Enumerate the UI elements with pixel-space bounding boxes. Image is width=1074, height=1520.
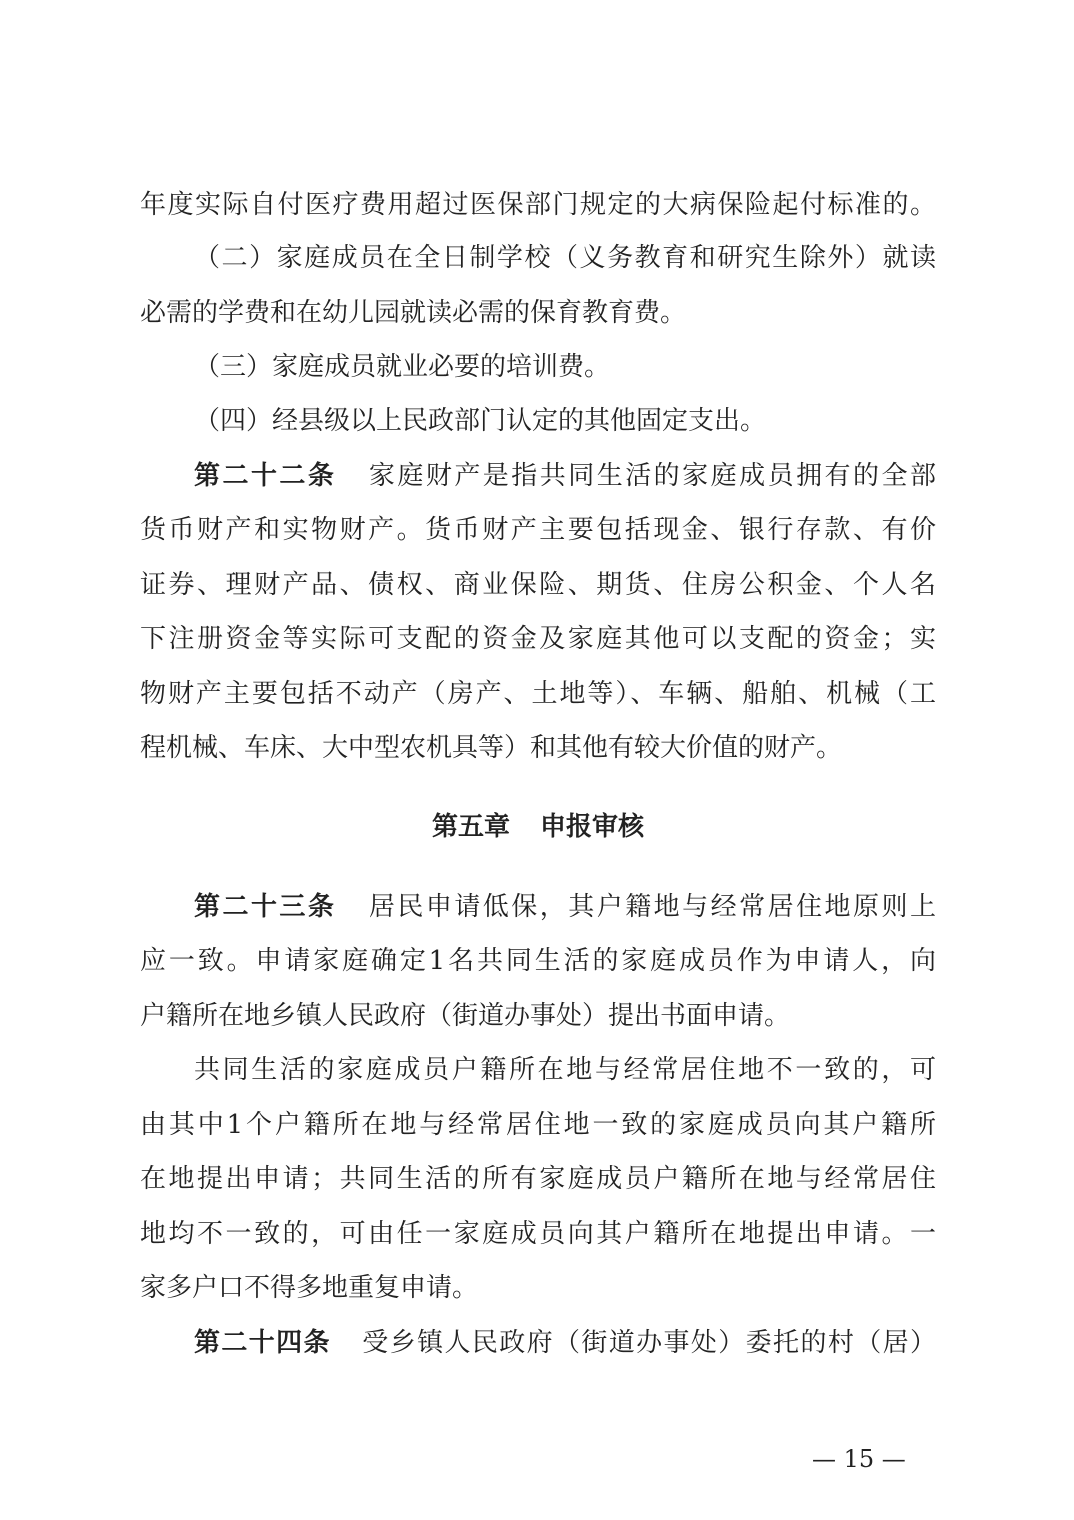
text-line: 物财产主要包括不动产（房产、土地等）、车辆、船舶、机械（工 [140, 679, 936, 709]
text-line: 应一致。申请家庭确定1名共同生活的家庭成员作为申请人，向 [140, 946, 936, 976]
text-span: 受乡镇人民政府（街道办事处）委托的村（居） [360, 1328, 936, 1358]
article-first-line [194, 887, 936, 927]
chapter-title: 申报审核 [540, 812, 645, 842]
text-line: 由其中1个户籍所在地与经常居住地一致的家庭成员向其户籍所 [140, 1110, 936, 1140]
text-line: （二）家庭成员在全日制学校（义务教育和研究生除外）就读 [194, 243, 936, 273]
text-line: 年度实际自付医疗费用超过医保部门规定的大病保险起付标准的。 [140, 190, 936, 220]
text-line: 必需的学费和在幼儿园就读必需的保育教育费。 [140, 298, 687, 328]
article-number: 第二十二条 [194, 461, 337, 491]
text-line: 户籍所在地乡镇人民政府（街道办事处）提出书面申请。 [140, 1001, 791, 1031]
chapter-heading [140, 807, 936, 847]
text-span: 家庭财产是指共同生活的家庭成员拥有的全部 [366, 461, 936, 491]
text-span: 居民申请低保，其户籍地与经常居住地原则上 [366, 892, 936, 922]
text-line: 程机械、车床、大中型农机具等）和其他有较大价值的财产。 [140, 733, 843, 763]
article-number: 第二十四条 [194, 1328, 331, 1358]
text-line: （四）经县级以上民政部门认定的其他固定支出。 [194, 406, 767, 436]
article-first-line [194, 1323, 936, 1363]
text-line: 地均不一致的，可由任一家庭成员向其户籍所在地提出申请。一 [140, 1219, 936, 1249]
document-page [140, 0, 936, 1520]
text-line: 共同生活的家庭成员户籍所在地与经常居住地不一致的，可 [194, 1055, 936, 1085]
chapter-number: 第五章 [431, 812, 510, 842]
page-number: — 15 — [812, 1445, 906, 1473]
article-number: 第二十三条 [194, 892, 337, 922]
text-line: 货币财产和实物财产。货币财产主要包括现金、银行存款、有价 [140, 515, 936, 545]
text-line: 在地提出申请；共同生活的所有家庭成员户籍所在地与经常居住 [140, 1164, 936, 1194]
text-line: 下注册资金等实际可支配的资金及家庭其他可以支配的资金；实 [140, 624, 936, 654]
text-line: （三）家庭成员就业必要的培训费。 [194, 352, 611, 382]
text-line: 证券、理财产品、债权、商业保险、期货、住房公积金、个人名 [140, 570, 936, 600]
article-first-line [194, 456, 936, 496]
text-line: 家多户口不得多地重复申请。 [140, 1273, 479, 1303]
